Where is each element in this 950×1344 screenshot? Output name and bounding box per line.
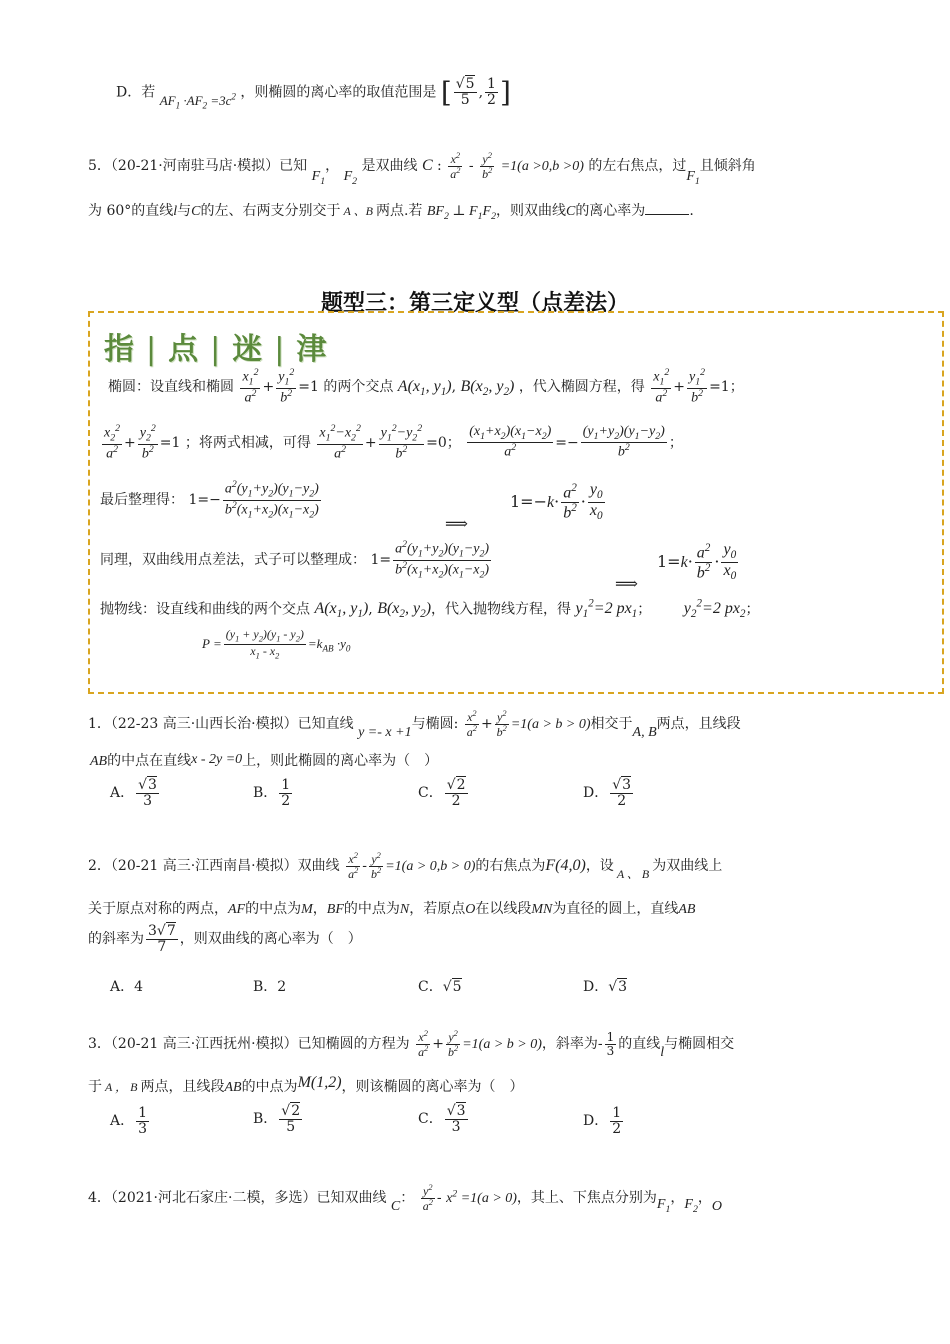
implies-arrow-2: ⟹ <box>615 574 638 593</box>
question-5-line-2: 为 60°的直线l与C的左、右两支分别交于 A 、B 两点.若 $BF_2$ ⊥ $F_1F_2$，则双曲线C的离心率为 . <box>88 203 694 222</box>
tips-banner: 指 | 点 | 迷 | 津 <box>104 332 329 367</box>
implies-arrow-1: ⟹ <box>445 514 468 533</box>
question-source: （20-21 高三·江西抚州·模拟）已知椭圆的方程为 <box>110 1036 410 1053</box>
question-1-option-b[interactable]: B． $\frac{1}{2}$ <box>253 777 291 809</box>
question-1-line-1: 1．（22-23 高三·山西长治·模拟）已知直线 y =- x +1与椭圆: $\frac{x^2}{a^2}$ + $\frac{y^2}{b^2}$ =1(a > b > 0)相交于A, B两点，且线段 <box>88 709 741 741</box>
question-number: 4． <box>88 1190 111 1207</box>
tips-line-2: $\frac{x_2^2}{a^2}$ + $\frac{y_2^2}{b^2}$ =1 ；将两式相减，可得 $\frac{x_1^2-x_2^2}{a^2}$ + $\frac{y_1^2-y_2^2}{b^2}$ =0； $\frac{(x_1+x_2)(x_1-x_2)}{a^2}$ =− $\frac{(y_1+y_2)(y_1-y_2)}{b^2}$ ； <box>104 423 683 462</box>
question-4-line-1: 4．（2021·河北石家庄·二模，多选）已知双曲线 C： $\frac{y^2}{a^2}$ - $x^2 =1(a > 0)$，其上、下焦点分别为$F_1$，$F_2$，O <box>88 1183 722 1215</box>
parabola-formula: P = $\frac{(y_1 + y_2)(y_1 - y_2)}{x_1 - x_2}$ $=k_{AB} \cdot y_0$ <box>202 627 351 661</box>
tips-line-3: 最后整理得： 1=− $\frac{a^2(y_1+y_2)(y_1-y_2)}{b^2(x_1+x_2)(x_1-x_2)}$ <box>100 479 319 521</box>
tips-line-4: 同理，双曲线用点差法，式子可以整理成： 1= $\frac{a^2(y_1+y_2)(y_1-y_2)}{b^2(x_1+x_2)(x_1-x_2)}$ <box>100 539 490 581</box>
question-2-line-1: 2．（20-21 高三·江西南昌·模拟）双曲线 $\frac{x^2}{a^2}$ - $\frac{y^2}{b^2}$ =1(a > 0,b > 0)的右焦点为F(4,0)，设 A 、 B 为双曲线上 <box>88 851 723 882</box>
question-number: 3． <box>88 1036 111 1053</box>
question-source: （22-23 高三·山西长治·模拟）已知直线 <box>110 716 354 733</box>
question-2-option-c[interactable]: C．√5 <box>418 979 462 995</box>
question-1-option-d[interactable]: D． $\frac{√3}{2}$ <box>583 777 632 809</box>
tips-line-5: 抛物线：设直线和曲线的两个交点 $A(x_1$, $y_1$), $B(x_2$, $y_2$)，代入抛物线方程，得 $y_1^2=2$ $px_1$； $y_2^2=2$ $px_2$； <box>100 598 760 621</box>
question-3-option-d[interactable]: D． $\frac{1}{2}$ <box>583 1105 622 1137</box>
question-number: 5． <box>88 158 111 175</box>
question-3-option-a[interactable]: A． $\frac{1}{3}$ <box>110 1105 148 1137</box>
question-2-option-d[interactable]: D．√3 <box>583 979 628 995</box>
question-3-option-c[interactable]: C． $\frac{√3}{3}$ <box>418 1103 466 1135</box>
question-3-line-1: 3．（20-21 高三·江西抚州·模拟）已知椭圆的方程为 $\frac{x^2}{a^2}$ + $\frac{y^2}{b^2}$ =1(a > b > 0)，斜率为- $\frac{1}{3}$ 的直线l与椭圆相交 <box>88 1029 735 1061</box>
question-2-line-3: 的斜率为 $\frac{3√7}{7}$ ，则双曲线的离心率为（ ） <box>88 923 362 955</box>
question-5-line-1: 5．（20-21·河南驻马店·模拟）已知 $F_1$， $F_2$ 是双曲线 C : $\frac{x^2}{a^2}$ - $\frac{y^2}{b^2}$ =1(a >0,b >0) 的左右焦点，过$F_1$且倾斜角 <box>88 151 756 187</box>
section-title: 题型三：第三定义型（点差法） <box>320 291 629 316</box>
question-number: 1． <box>88 716 111 733</box>
question-source: （2021·河北石家庄·二模，多选）已知双曲线 <box>110 1190 387 1207</box>
question-3-line-2: 于 A ， B 两点，且线段AB的中点为M(1,2)，则该椭圆的离心率为（ ） <box>88 1074 524 1095</box>
option-d-line: D．若 $AF_1 \cdot AF_2 =3c^2$ ，则椭圆的离心率的取值范围是 [ $\frac{√5}{5}$ , $\frac{1}{2}$ ] <box>116 76 511 111</box>
vector-product: $AF_1 \cdot AF_2 =3c^2$ <box>159 91 236 111</box>
question-1-option-c[interactable]: C． $\frac{√2}{2}$ <box>418 777 466 809</box>
hyperbola-result: 1=k· $\frac{a^2}{b^2}$ · $\frac{y_0}{x_0}$ <box>657 541 737 583</box>
range-high: $\frac{1}{2}$ <box>487 76 496 108</box>
option-d-tail: ，则椭圆的离心率的取值范围是 <box>240 84 437 101</box>
question-1-option-a[interactable]: A． $\frac{√3}{3}$ <box>110 777 157 809</box>
tips-line-1: 椭圆：设直线和椭圆 $\frac{x_1^2}{a^2}$ + $\frac{y_1^2}{b^2}$ =1 的两个交点 $A(x_1$, $y_1$), $B(x_2$, $y_2$) ，代入椭圆方程，得 $\frac{x_1^2}{a^2}$ + $\frac{y_1^2}{b^2}$ =1； <box>108 367 744 406</box>
ellipse-result: 1=−k· $\frac{a^2}{b^2}$ · $\frac{y_0}{x_0}$ <box>510 481 603 523</box>
question-number: 2． <box>88 858 111 875</box>
answer-blank[interactable] <box>645 202 689 215</box>
question-2-option-a[interactable]: A．4 <box>110 979 144 995</box>
question-1-line-2: AB的中点在直线x - 2y =0上，则此椭圆的离心率为（ ） <box>90 752 439 769</box>
question-source: （20-21·河南驻马店·模拟）已知 <box>110 158 308 175</box>
question-2-option-b[interactable]: B．2 <box>253 979 287 995</box>
range-low: $\frac{√5}{5}$ <box>455 76 475 108</box>
question-3-option-b[interactable]: B． $\frac{√2}{5}$ <box>253 1103 301 1135</box>
option-d-label: D．若 <box>116 84 156 101</box>
question-source: （20-21 高三·江西南昌·模拟）双曲线 <box>110 858 340 875</box>
question-2-line-2: 关于原点对称的两点，AF的中点为M，BF的中点为N，若原点O在以线段MN为直径的圆上，直线AB <box>88 901 696 917</box>
